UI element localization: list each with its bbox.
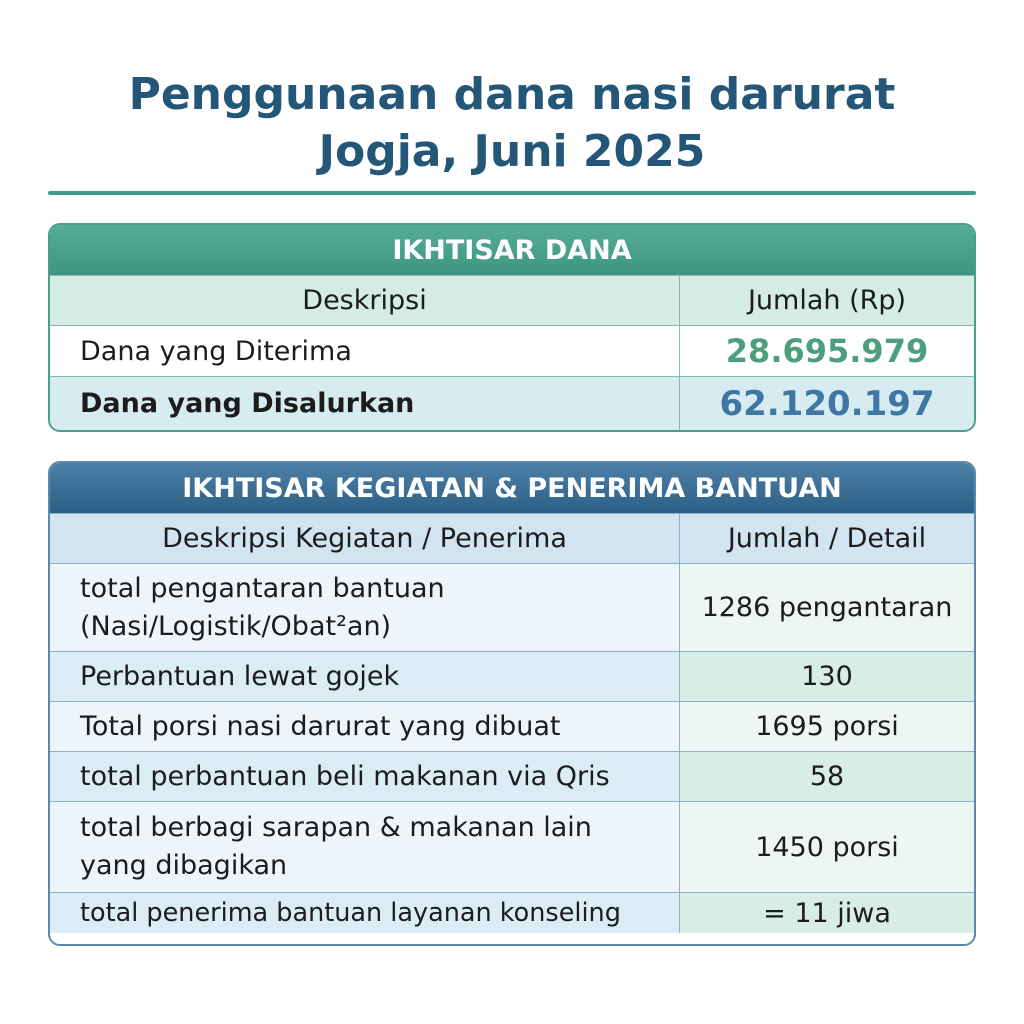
fund-distributed-label: Dana yang Disalurkan [50, 377, 680, 430]
column-header-detail: Jumlah / Detail [727, 523, 927, 554]
table-row [50, 651, 974, 701]
activity-detail: 58 [680, 752, 974, 801]
activity-label-line: total pengantaran bantuan [80, 572, 445, 604]
table-row [50, 751, 974, 801]
activity-detail: 130 [680, 652, 974, 701]
fund-summary-heading: IKHTISAR DANA [50, 225, 974, 275]
fund-summary-column-headers [50, 275, 974, 325]
title-divider [48, 191, 976, 195]
fund-summary-table [48, 223, 976, 432]
title-line-1: Penggunaan dana nasi darurat [128, 69, 896, 120]
table-row [50, 701, 974, 751]
activity-label-line: yang dibagikan [80, 850, 288, 881]
fund-distributed-amount: 62.120.197 [719, 383, 935, 424]
activity-detail: 1450 porsi [680, 802, 974, 892]
fund-received-label: Dana yang Diterima [50, 326, 680, 376]
activity-label: total perbantuan beli makanan via Qris [50, 752, 680, 801]
table-row [50, 892, 974, 933]
table-row [50, 801, 974, 892]
page-title [0, 66, 1024, 180]
column-header-amount: Jumlah (Rp) [747, 285, 907, 316]
activity-label: total penerima bantuan layanan konseling [50, 893, 680, 933]
table-row [50, 563, 974, 651]
activity-detail: = 11 jiwa [680, 893, 974, 933]
title-line-2: Jogja, Juni 2025 [318, 126, 706, 177]
activity-label [50, 564, 680, 651]
activity-summary-table [48, 461, 976, 946]
activity-label-line: (Nasi/Logistik/Obat²an) [80, 610, 392, 642]
activity-detail: 1286 pengantaran [680, 564, 974, 651]
column-header-description: Deskripsi [50, 276, 680, 325]
table-row [50, 376, 974, 430]
table-row [50, 325, 974, 376]
column-header-activity: Deskripsi Kegiatan / Penerima [50, 514, 680, 563]
activity-label: Total porsi nasi darurat yang dibuat [50, 702, 680, 751]
fund-received-amount: 28.695.979 [725, 332, 929, 370]
activity-summary-column-headers [50, 513, 974, 563]
activity-summary-heading: IKHTISAR KEGIATAN & PENERIMA BANTUAN [50, 463, 974, 513]
activity-label: Perbantuan lewat gojek [50, 652, 680, 701]
activity-label [50, 802, 680, 892]
activity-label-line: total berbagi sarapan & makanan lain [80, 812, 592, 843]
activity-detail: 1695 porsi [680, 702, 974, 751]
